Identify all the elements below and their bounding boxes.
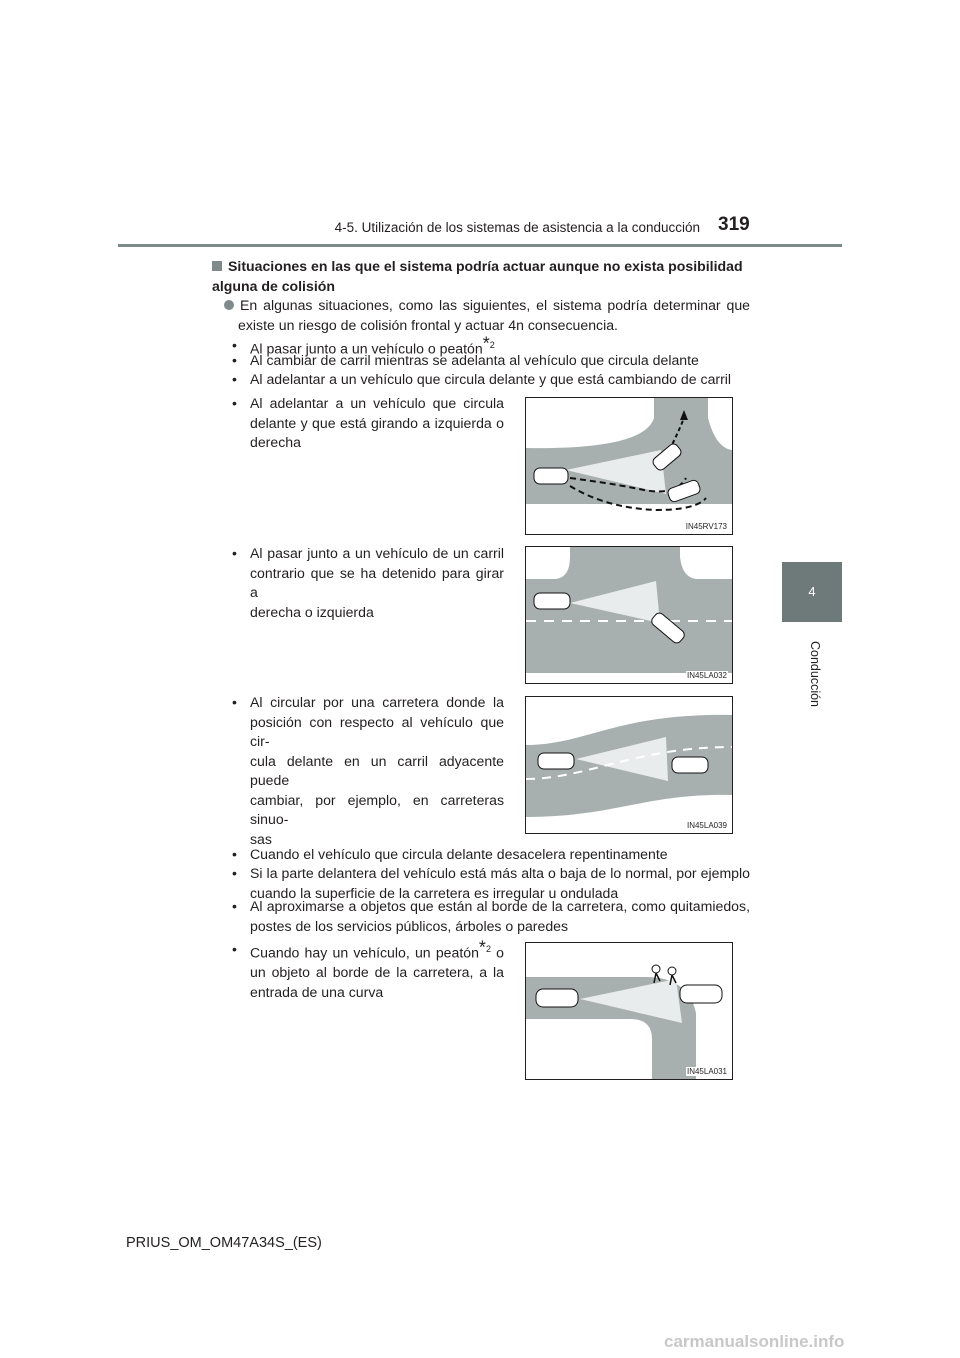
figure-overtake-turning — [525, 397, 733, 535]
header-rule — [118, 244, 842, 247]
figure-code: IN45LA032 — [686, 671, 727, 680]
list-item: • Al pasar junto a un vehículo o peatón*$^2$ — [232, 333, 495, 357]
page-number: 319 — [718, 214, 750, 235]
list-item: • Al aproximarse a objetos que están al borde de la carretera, como quitamiedos, postes de los servicios públicos, árboles o paredes — [232, 898, 750, 934]
figure-code: IN45LA031 — [686, 1067, 727, 1076]
circle-bullet-icon — [224, 300, 234, 310]
list-item: • Al cambiar de carril mientras se adelanta al vehículo que circula delante — [232, 352, 699, 368]
running-header: 4-5. Utilización de los sistemas de asistencia a la conducción — [334, 220, 700, 235]
list-item: • Al circular por una carretera donde la posición con respecto al vehículo que cir- cula delante en un carril adyacente puede cambiar, por ejemplo, en carreteras sinuo- sas — [232, 694, 504, 847]
figure-winding-road — [525, 696, 733, 834]
intro-paragraph: En algunas situaciones, como las siguientes, el sistema podría determinar que existe un riesgo de colisión frontal y actuar 4n consecuencia. — [224, 296, 750, 335]
list-item: • Al adelantar a un vehículo que circula delante y que está girando a izquierda o derecha — [232, 395, 504, 450]
list-item: • Cuando el vehículo que circula delante desacelera repentinamente — [232, 846, 668, 862]
figure-oncoming-stopped — [525, 546, 733, 684]
chapter-tab: 4 — [782, 562, 842, 622]
figure-code: IN45RV173 — [685, 522, 727, 531]
list-item: • Cuando hay un vehículo, un peatón*$^2$ o un objeto al borde de la carretera, a la entrada de una curva — [232, 937, 504, 1000]
watermark: carmanualsonline.info — [664, 1332, 845, 1351]
square-bullet-icon — [212, 261, 222, 271]
section-heading: Situaciones en las que el sistema podría actuar aunque no exista posibilidad alguna de colisión — [212, 258, 743, 294]
list-item: • Si la parte delantera del vehículo está más alta o baja de lo normal, por ejemplo cuando la superficie de la carretera es irregular u ondulada — [232, 865, 750, 901]
list-item: • Al pasar junto a un vehículo de un carril contrario que se ha detenido para girar a derecha o izquierda — [232, 545, 504, 620]
figure-code: IN45LA039 — [686, 821, 727, 830]
document-code: PRIUS_OM_OM47A34S_(ES) — [126, 1235, 322, 1251]
figure-curve-entrance — [525, 942, 733, 1080]
list-item: • Al adelantar a un vehículo que circula delante y que está cambiando de carril — [232, 371, 732, 387]
chapter-label: Conducción — [808, 640, 822, 707]
